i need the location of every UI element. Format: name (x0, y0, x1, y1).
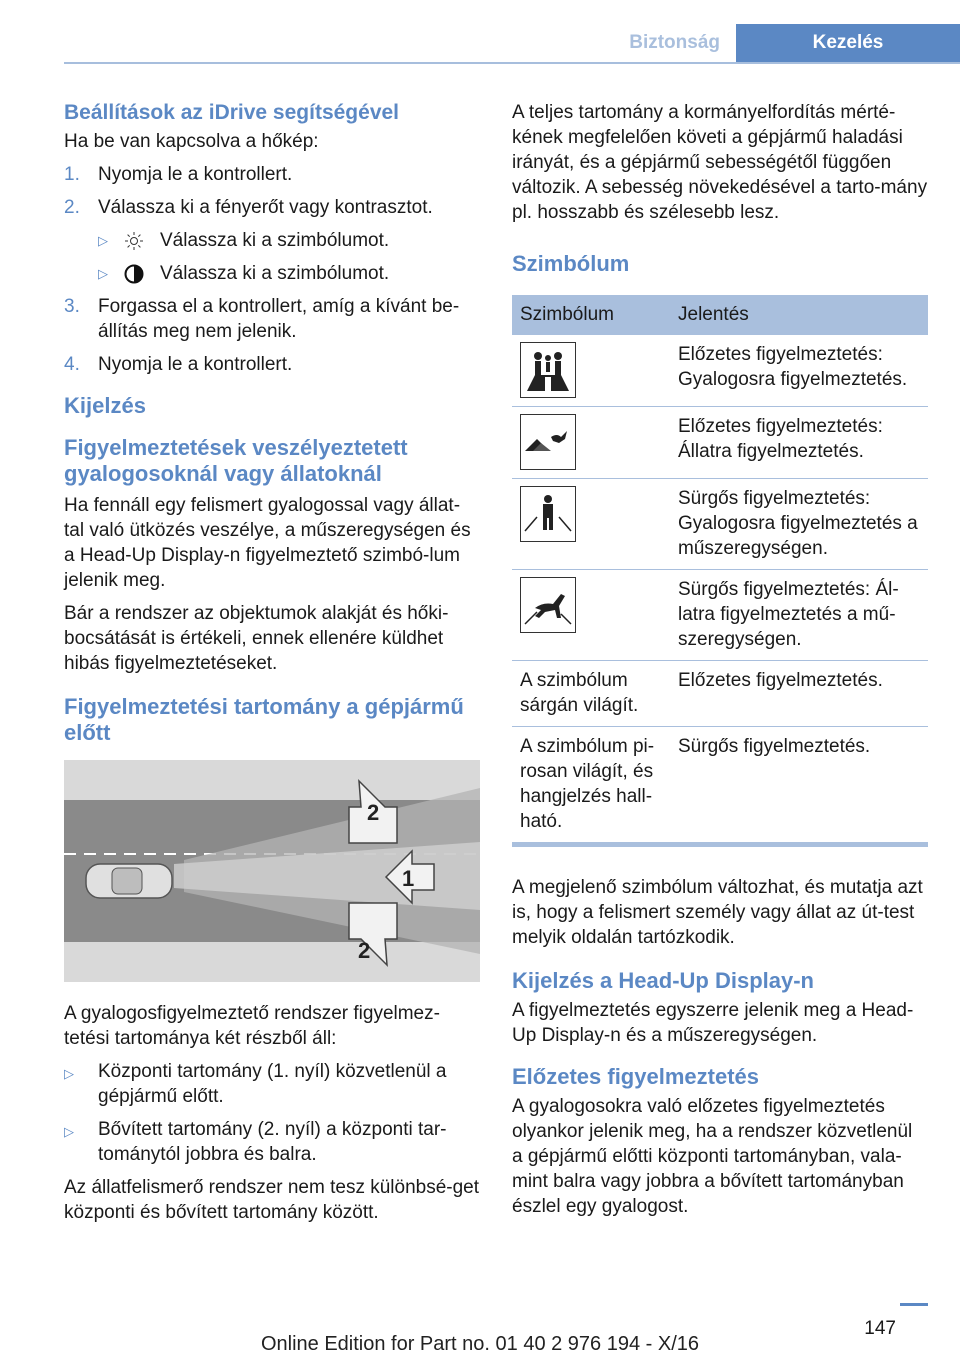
step-number: 1. (64, 164, 80, 185)
paragraph: A megjelenő szimbólum változhat, és mutatja azt is, hogy a felismert személy vagy állat az út-test melyik oldalán tartózkodik. (512, 877, 923, 948)
paragraph: Ha fennáll egy felismert gyalogossal vagy állat-tal való ütközés veszélye, a műszeregységen és a Head-Up Display-n figyelmeztető szimbó-lum jelenik meg. (64, 495, 471, 591)
contrast-icon (124, 264, 144, 291)
footer-rule (900, 1303, 928, 1306)
pedestrian-warning-icon (520, 342, 576, 398)
bullet-triangle-icon: ▷ (64, 1124, 74, 1139)
heading-symbol: Szimbólum (512, 251, 630, 276)
bullet-item (64, 1117, 480, 1167)
heading-idrive: Beállítások az iDrive segítségével (64, 101, 400, 124)
footer-edition: Online Edition for Part no. 01 40 2 976 194 - X/16 (260, 1333, 700, 1355)
step-item (64, 294, 480, 344)
step-text: Válassza ki a fényerőt vagy kontrasztot. (98, 197, 433, 218)
tab-biztonsag[interactable]: Biztonság (629, 32, 720, 53)
step-number: 3. (64, 296, 80, 317)
steps-list (64, 162, 480, 377)
meaning-cell: Előzetes figyelmeztetés: Állatra figyelmeztetés. (670, 407, 928, 479)
paragraph: Bár a rendszer az objektumok alakját és hőki-bocsátását is értékeli, ennek ellenére küldhet hibás figyelmeztetéseket. (64, 603, 449, 674)
step-number: 2. (64, 197, 80, 218)
meaning-cell: Előzetes figyelmeztetés: Gyalogosra figyelmeztetés. (670, 335, 928, 407)
heading-warnings: Figyelmeztetések veszélyeztetett gyalogosoknál vagy állatoknál (64, 435, 408, 486)
arrow-bottom-label: 2 (358, 938, 371, 963)
step-text: Nyomja le a kontrollert. (98, 354, 293, 375)
right-column (512, 100, 928, 1227)
brightness-icon (124, 231, 144, 258)
table-header-row (512, 295, 928, 335)
table-row (512, 727, 928, 843)
heading-kijelzes: Kijelzés (64, 393, 146, 418)
step-item (64, 195, 480, 220)
table-row (512, 479, 928, 570)
bullet-triangle-icon: ▷ (98, 266, 108, 281)
bullet-text: Bővített tartomány (2. nyíl) a központi tar-tománytól jobbra és balra. (98, 1119, 447, 1165)
meaning-cell: Előzetes figyelmeztetés. (670, 661, 928, 727)
substep-item (98, 261, 480, 286)
table-row (512, 407, 928, 479)
paragraph: A teljes tartomány a kormányelfordítás mérté-kének megfelelően követi a gépjármű haladási irányát, és a gépjármű sebességétől függően változik. A sebesség növekedésével a tarto-mány pl. hosszabb és szélesebb lesz. (512, 102, 928, 223)
symbol-table (512, 295, 928, 843)
meaning-cell: Sürgős figyelmeztetés: Ál-latra figyelmeztetés a mű-szeregységen. (670, 570, 928, 661)
animal-acute-icon (520, 577, 576, 633)
step-item (64, 352, 480, 377)
bullet-list (64, 1059, 480, 1167)
step-number: 4. (64, 354, 80, 375)
column-header: Jelentés (670, 295, 928, 335)
substep-text: Válassza ki a szimbólumot. (160, 263, 390, 284)
bullet-triangle-icon: ▷ (98, 233, 108, 248)
arrow-center-label: 1 (402, 866, 415, 891)
pedestrian-acute-icon (520, 486, 576, 542)
heading-range: Figyelmeztetési tartomány a gépjármű előtt (64, 694, 464, 745)
paragraph: A gyalogosokra való előzetes figyelmeztetés olyankor jelenik meg, ha a rendszer közvetlenül a gépjármű előtti központi tartományban, vala-mint balra vagy jobbra a bővített tartományban észlel egy gyalogost. (512, 1096, 913, 1217)
paragraph: A gyalogosfigyelmeztető rendszer figyelmez-tetési tartománya két részből áll: (64, 1003, 440, 1049)
symbol-text-cell: A szimbólum sárgán világít. (512, 661, 670, 727)
heading-hud: Kijelzés a Head-Up Display-n (512, 968, 814, 993)
substep-item (98, 228, 480, 253)
table-row (512, 570, 928, 661)
meaning-cell: Sürgős figyelmeztetés: Gyalogosra figyelmeztetés a műszeregységen. (670, 479, 928, 570)
bullet-triangle-icon: ▷ (64, 1066, 74, 1081)
warning-range-figure (64, 760, 480, 982)
car-icon (86, 864, 172, 898)
paragraph: A figyelmeztetés egyszerre jelenik meg a Head-Up Display-n és a műszeregységen. (512, 1000, 914, 1046)
symbol-text-cell: A szimbólum pi-rosan világít, és hangjelzés hall-ható. (512, 727, 670, 843)
arrow-top-label: 2 (367, 800, 380, 825)
left-column (64, 100, 480, 1233)
page-header (64, 24, 960, 64)
table-row (512, 335, 928, 407)
page-number: 147 (864, 1318, 896, 1339)
tab-kezeles[interactable]: Kezelés (736, 24, 960, 62)
heading-pre-warning: Előzetes figyelmeztetés (512, 1064, 759, 1089)
bullet-item (64, 1059, 480, 1109)
column-header: Szimbólum (512, 295, 670, 335)
table-end-rule (512, 843, 928, 847)
table-row (512, 661, 928, 727)
step-text: Forgassa el a kontrollert, amíg a kívánt be-állítás meg nem jelenik. (98, 296, 460, 342)
intro-text: Ha be van kapcsolva a hőkép: (64, 131, 319, 152)
meaning-cell: Sürgős figyelmeztetés. (670, 727, 928, 843)
step-item (64, 162, 480, 187)
paragraph: Az állatfelismerő rendszer nem tesz különbsé-get központi és bővített tartomány között. (64, 1177, 480, 1223)
substep-text: Válassza ki a szimbólumot. (160, 230, 390, 251)
animal-warning-icon (520, 414, 576, 470)
step-text: Nyomja le a kontrollert. (98, 164, 293, 185)
bullet-text: Központi tartomány (1. nyíl) közvetlenül a gépjármű előtt. (98, 1061, 447, 1107)
